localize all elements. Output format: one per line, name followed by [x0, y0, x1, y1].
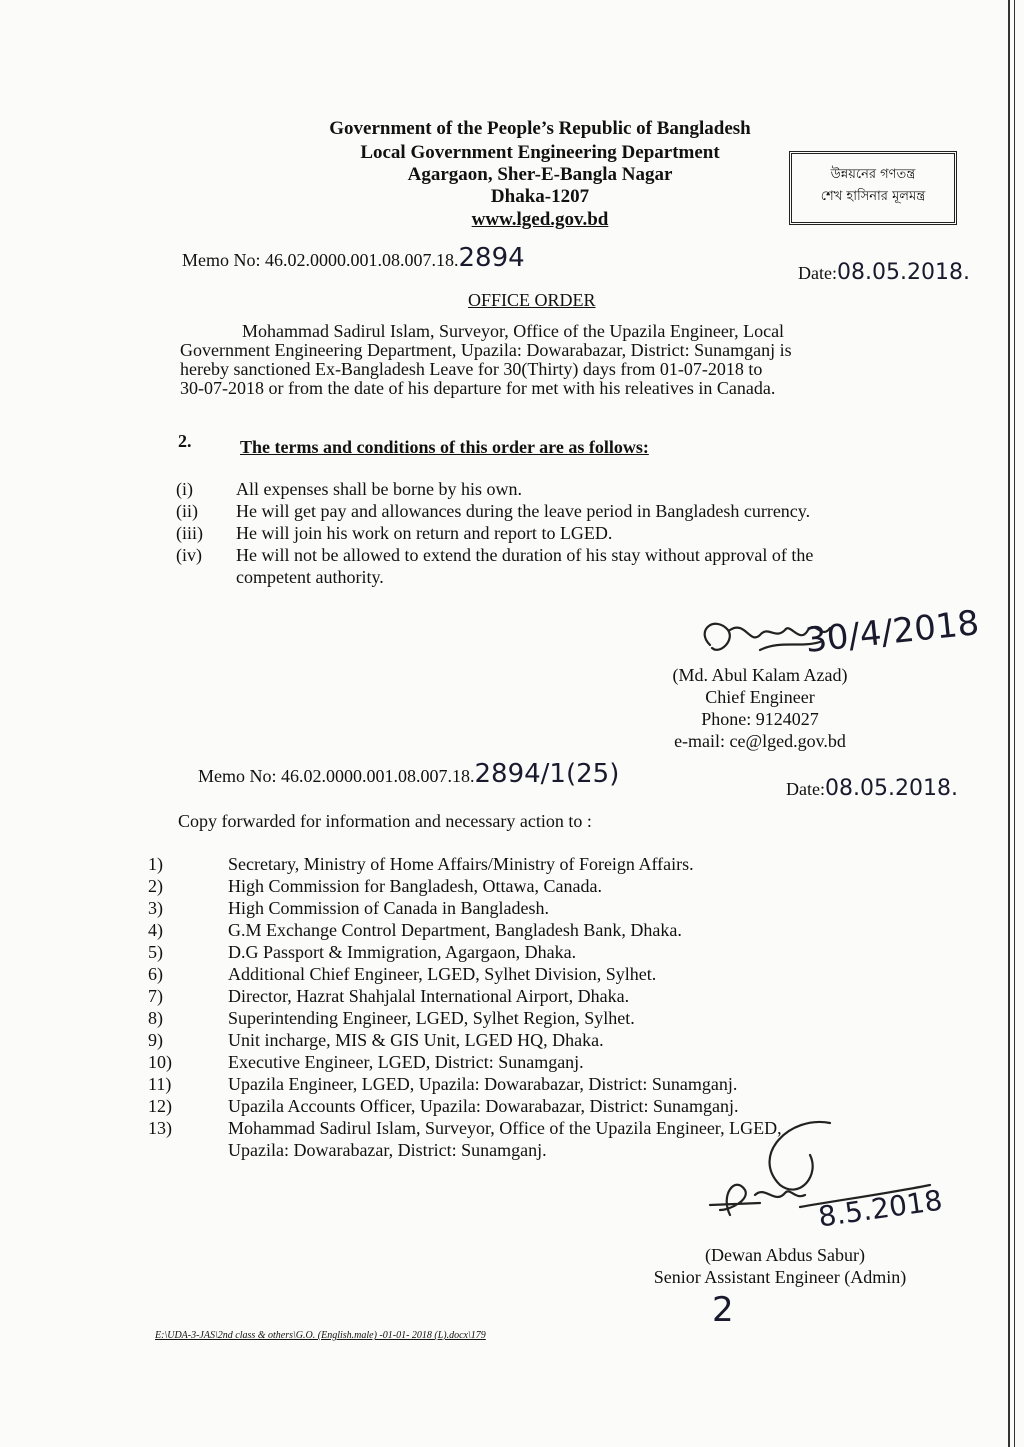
para-line-3: hereby sanctioned Ex-Bangladesh Leave for 30(Thirty) days from 01-07-2018 to: [180, 359, 763, 379]
header-line-3: Agargaon, Sher-E-Bangla Nagar: [407, 164, 673, 185]
memo-1-date-value: 08.05.2018.: [836, 260, 970, 285]
section-2-heading: The terms and conditions of this order are as follows:: [240, 437, 649, 457]
memo-2-date-value: 08.05.2018.: [824, 776, 958, 801]
order-paragraph: [180, 322, 890, 398]
list-item: 13) Mohammad Sadirul Islam, Surveyor, Office of the Upazila Engineer, LGED, Upazila: Dowarabazar, District: Sunamganj.: [148, 1118, 782, 1160]
list-item: 1) Secretary, Ministry of Home Affairs/Ministry of Foreign Affairs.: [148, 854, 694, 874]
signature-2-date: 8.5.2018: [816, 1183, 945, 1234]
signatory-1-name: (Md. Abul Kalam Azad): [672, 665, 848, 685]
para-line-2: Government Engineering Department, Upazila: Dowarabazar, District: Sunamganj is: [180, 340, 792, 360]
para-line-1: Mohammad Sadirul Islam, Surveyor, Office of the Upazila Engineer, Local: [242, 321, 785, 341]
para-line-4: 30-07-2018 or from the date of his departure for met with his releatives in Canada.: [180, 378, 776, 398]
list-item: 10) Executive Engineer, LGED, District: Sunamganj.: [148, 1052, 584, 1072]
list-item: 5) D.G Passport & Immigration, Agargaon, Dhaka.: [148, 942, 577, 962]
handwritten-mark: 2: [712, 1290, 734, 1330]
list-item: 9) Unit incharge, MIS & GIS Unit, LGED HQ, Dhaka.: [148, 1030, 604, 1050]
terms-list: [176, 478, 896, 588]
header-line-4: Dhaka-1207: [490, 186, 590, 207]
slogan-line-2: শেখ হাসিনার মূলমন্ত্র: [820, 189, 926, 204]
list-item: 11) Upazila Engineer, LGED, Upazila: Dowarabazar, District: Sunamganj.: [148, 1074, 738, 1094]
signatory-1-email: e-mail: ce@lged.gov.bd: [674, 731, 846, 751]
memo-1: [182, 243, 525, 273]
memo-2-date-label: Date:: [786, 779, 825, 799]
list-item: 4) G.M Exchange Control Department, Bangladesh Bank, Dhaka.: [148, 920, 682, 940]
list-item: (iv) He will not be allowed to extend the duration of his stay without approval of the competent authority.: [176, 545, 814, 587]
document-title: OFFICE ORDER: [468, 290, 596, 310]
list-item: 6) Additional Chief Engineer, LGED, Sylhet Division, Sylhet.: [148, 964, 657, 984]
memo-2-date: [786, 778, 958, 800]
section-2-number: 2.: [178, 431, 192, 451]
slogan-line-1: উন্নয়নের গণতন্ত্র: [830, 167, 916, 182]
copy-intro: Copy forwarded for information and necessary action to :: [178, 811, 592, 831]
header-website: www.lged.gov.bd: [471, 209, 609, 230]
list-item: 3) High Commission of Canada in Bangladesh.: [148, 898, 549, 918]
memo-1-prefix: Memo No: 46.02.0000.001.08.007.18.: [182, 250, 459, 270]
header-line-1: Government of the People’s Republic of Bangladesh: [329, 118, 751, 139]
list-item: (ii) He will get pay and allowances during the leave period in Bangladesh currency.: [176, 501, 811, 521]
header-line-2: Local Government Engineering Department: [360, 142, 720, 163]
memo-2: [198, 759, 620, 789]
file-path-footer: E:\UDA-3-JAS\2nd class & others\G.O. (English.male) -01-01- 2018 (L).docx\179: [155, 1330, 486, 1341]
memo-1-date: [798, 262, 970, 284]
list-item: 8) Superintending Engineer, LGED, Sylhet Region, Sylhet.: [148, 1008, 635, 1028]
list-item: 12) Upazila Accounts Officer, Upazila: Dowarabazar, District: Sunamganj.: [148, 1096, 739, 1116]
signatory-2-name: (Dewan Abdus Sabur): [705, 1245, 865, 1265]
signatory-1-phone: Phone: 9124027: [701, 709, 819, 729]
memo-2-number: 2894/1(25): [474, 759, 620, 789]
memo-2-prefix: Memo No: 46.02.0000.001.08.007.18.: [198, 766, 475, 786]
signature-1-date: 30/4/2018: [803, 602, 981, 662]
list-item: 7) Director, Hazrat Shahjalal International Airport, Dhaka.: [148, 986, 630, 1006]
list-item: (iii) He will join his work on return and report to LGED.: [176, 523, 613, 543]
list-item: (i) All expenses shall be borne by his own.: [176, 479, 522, 499]
signature-1-block: [660, 664, 860, 752]
memo-1-date-label: Date:: [798, 263, 837, 283]
memo-1-number: 2894: [458, 243, 525, 273]
signature-2-block: [620, 1244, 940, 1288]
slogan-box: [789, 151, 957, 225]
signatory-2-title: Senior Assistant Engineer (Admin): [653, 1267, 907, 1287]
list-item: 2) High Commission for Bangladesh, Ottawa, Canada.: [148, 876, 602, 896]
signatory-1-title: Chief Engineer: [705, 687, 815, 707]
